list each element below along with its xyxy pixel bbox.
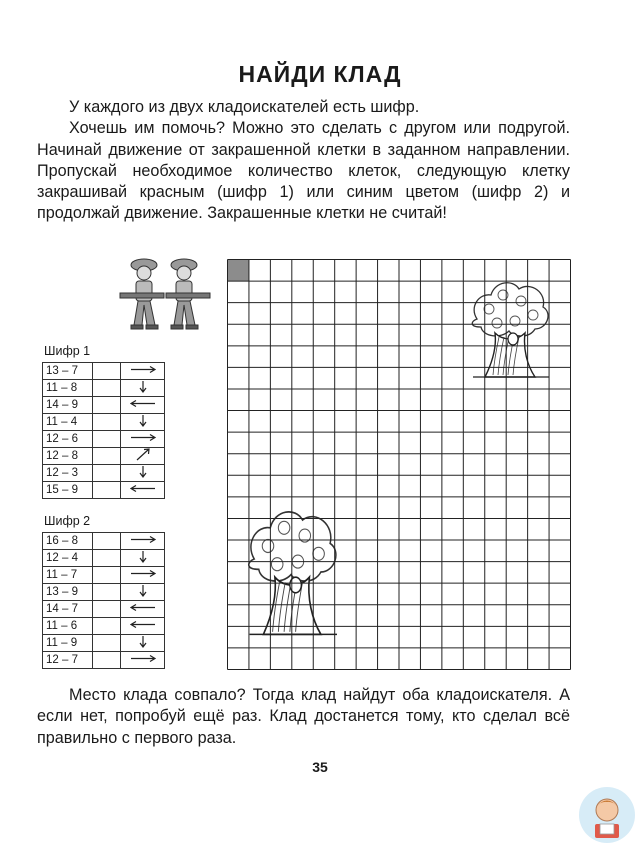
answer-cell[interactable]: [93, 363, 121, 380]
direction-cell: [121, 465, 165, 482]
answer-cell[interactable]: [93, 397, 121, 414]
cipher-expression: 11 – 7: [43, 567, 93, 584]
right-arrow-icon: [128, 431, 158, 444]
down-arrow-icon: [128, 380, 158, 393]
answer-cell[interactable]: [93, 465, 121, 482]
hunter-left: [120, 259, 164, 329]
answer-cell[interactable]: [93, 550, 121, 567]
cipher-row: [43, 618, 165, 635]
cipher-expression: 15 – 9: [43, 482, 93, 499]
tree-bottom-left: [249, 512, 337, 635]
down-arrow-icon: [128, 584, 158, 597]
cipher-row: [43, 431, 165, 448]
right-arrow-icon: [128, 363, 158, 376]
direction-cell: [121, 414, 165, 431]
treasure-grid[interactable]: [227, 259, 571, 670]
cipher-row: [43, 482, 165, 499]
cipher-row: [43, 414, 165, 431]
cipher-row: [43, 652, 165, 669]
direction-cell: [121, 397, 165, 414]
intro-text: [37, 97, 570, 225]
down-arrow-icon: [128, 550, 158, 563]
cipher-expression: 12 – 6: [43, 431, 93, 448]
cipher-row: [43, 567, 165, 584]
cipher-2-table: [42, 532, 165, 669]
cipher-expression: 14 – 9: [43, 397, 93, 414]
up-right-arrow-icon: [128, 448, 158, 461]
direction-cell: [121, 448, 165, 465]
answer-cell[interactable]: [93, 635, 121, 652]
cipher-1-label: Шифр 1: [44, 344, 91, 358]
direction-cell: [121, 567, 165, 584]
cipher-row: [43, 397, 165, 414]
cipher-expression: 14 – 7: [43, 601, 93, 618]
answer-cell[interactable]: [93, 414, 121, 431]
direction-cell: [121, 584, 165, 601]
direction-cell: [121, 601, 165, 618]
intro-line-2: Хочешь им помочь? Можно это сделать с другом или подругой. Начинай движение от закрашенной клетки в заданном направлении. Пропускай необходимое количество клеток, следующую клетку закрашивай красным (шифр 1) или синим цветом (шифр 2) и продолжай движение. Закрашенные клетки не считай!: [37, 119, 570, 223]
direction-cell: [121, 380, 165, 397]
answer-cell[interactable]: [93, 567, 121, 584]
answer-cell[interactable]: [93, 601, 121, 618]
cipher-expression: 11 – 8: [43, 380, 93, 397]
answer-cell[interactable]: [93, 652, 121, 669]
direction-cell: [121, 550, 165, 567]
cipher-expression: 12 – 7: [43, 652, 93, 669]
down-arrow-icon: [128, 465, 158, 478]
cipher-expression: 13 – 9: [43, 584, 93, 601]
cipher-expression: 16 – 8: [43, 533, 93, 550]
answer-cell[interactable]: [93, 380, 121, 397]
direction-cell: [121, 482, 165, 499]
cipher-row: [43, 533, 165, 550]
hunter-right: [166, 259, 210, 329]
cipher-expression: 12 – 4: [43, 550, 93, 567]
direction-cell: [121, 635, 165, 652]
tree-top-right: [472, 283, 549, 377]
cipher-row: [43, 363, 165, 380]
cipher-expression: 12 – 3: [43, 465, 93, 482]
left-arrow-icon: [128, 482, 158, 495]
answer-cell[interactable]: [93, 482, 121, 499]
right-arrow-icon: [128, 533, 158, 546]
cipher-expression: 11 – 6: [43, 618, 93, 635]
answer-cell[interactable]: [93, 584, 121, 601]
answer-cell[interactable]: [93, 533, 121, 550]
cipher-row: [43, 601, 165, 618]
cipher-2-label: Шифр 2: [44, 514, 91, 528]
page-title: НАЙДИ КЛАД: [238, 61, 402, 87]
down-arrow-icon: [128, 635, 158, 648]
direction-cell: [121, 431, 165, 448]
direction-cell: [121, 363, 165, 380]
cipher-row: [43, 380, 165, 397]
right-arrow-icon: [128, 652, 158, 665]
right-arrow-icon: [128, 567, 158, 580]
cipher-1-table: [42, 362, 165, 499]
answer-cell[interactable]: [93, 448, 121, 465]
down-arrow-icon: [128, 414, 158, 427]
start-cell: [228, 260, 249, 282]
cipher-row: [43, 584, 165, 601]
left-arrow-icon: [128, 397, 158, 410]
direction-cell: [121, 652, 165, 669]
answer-cell[interactable]: [93, 618, 121, 635]
outro-text: [37, 685, 570, 749]
cipher-expression: 11 – 9: [43, 635, 93, 652]
direction-cell: [121, 618, 165, 635]
intro-line-1: У каждого из двух кладоискателей есть шифр.: [69, 98, 420, 116]
outro-paragraph: Место клада совпало? Тогда клад найдут оба кладоискателя. А если нет, попробуй ещё раз. Клад достанется тому, кто сделал всё правильно с первого раза.: [37, 686, 570, 747]
answer-cell[interactable]: [93, 431, 121, 448]
left-arrow-icon: [128, 601, 158, 614]
cipher-expression: 13 – 7: [43, 363, 93, 380]
cipher-row: [43, 635, 165, 652]
left-arrow-icon: [128, 618, 158, 631]
cipher-row: [43, 448, 165, 465]
direction-cell: [121, 533, 165, 550]
cipher-expression: 11 – 4: [43, 414, 93, 431]
cipher-row: [43, 550, 165, 567]
cipher-row: [43, 465, 165, 482]
page-number: 35: [312, 759, 328, 775]
treasure-hunters-illustration: [116, 253, 216, 333]
cipher-expression: 12 – 8: [43, 448, 93, 465]
reading-boy-logo: [578, 786, 636, 844]
